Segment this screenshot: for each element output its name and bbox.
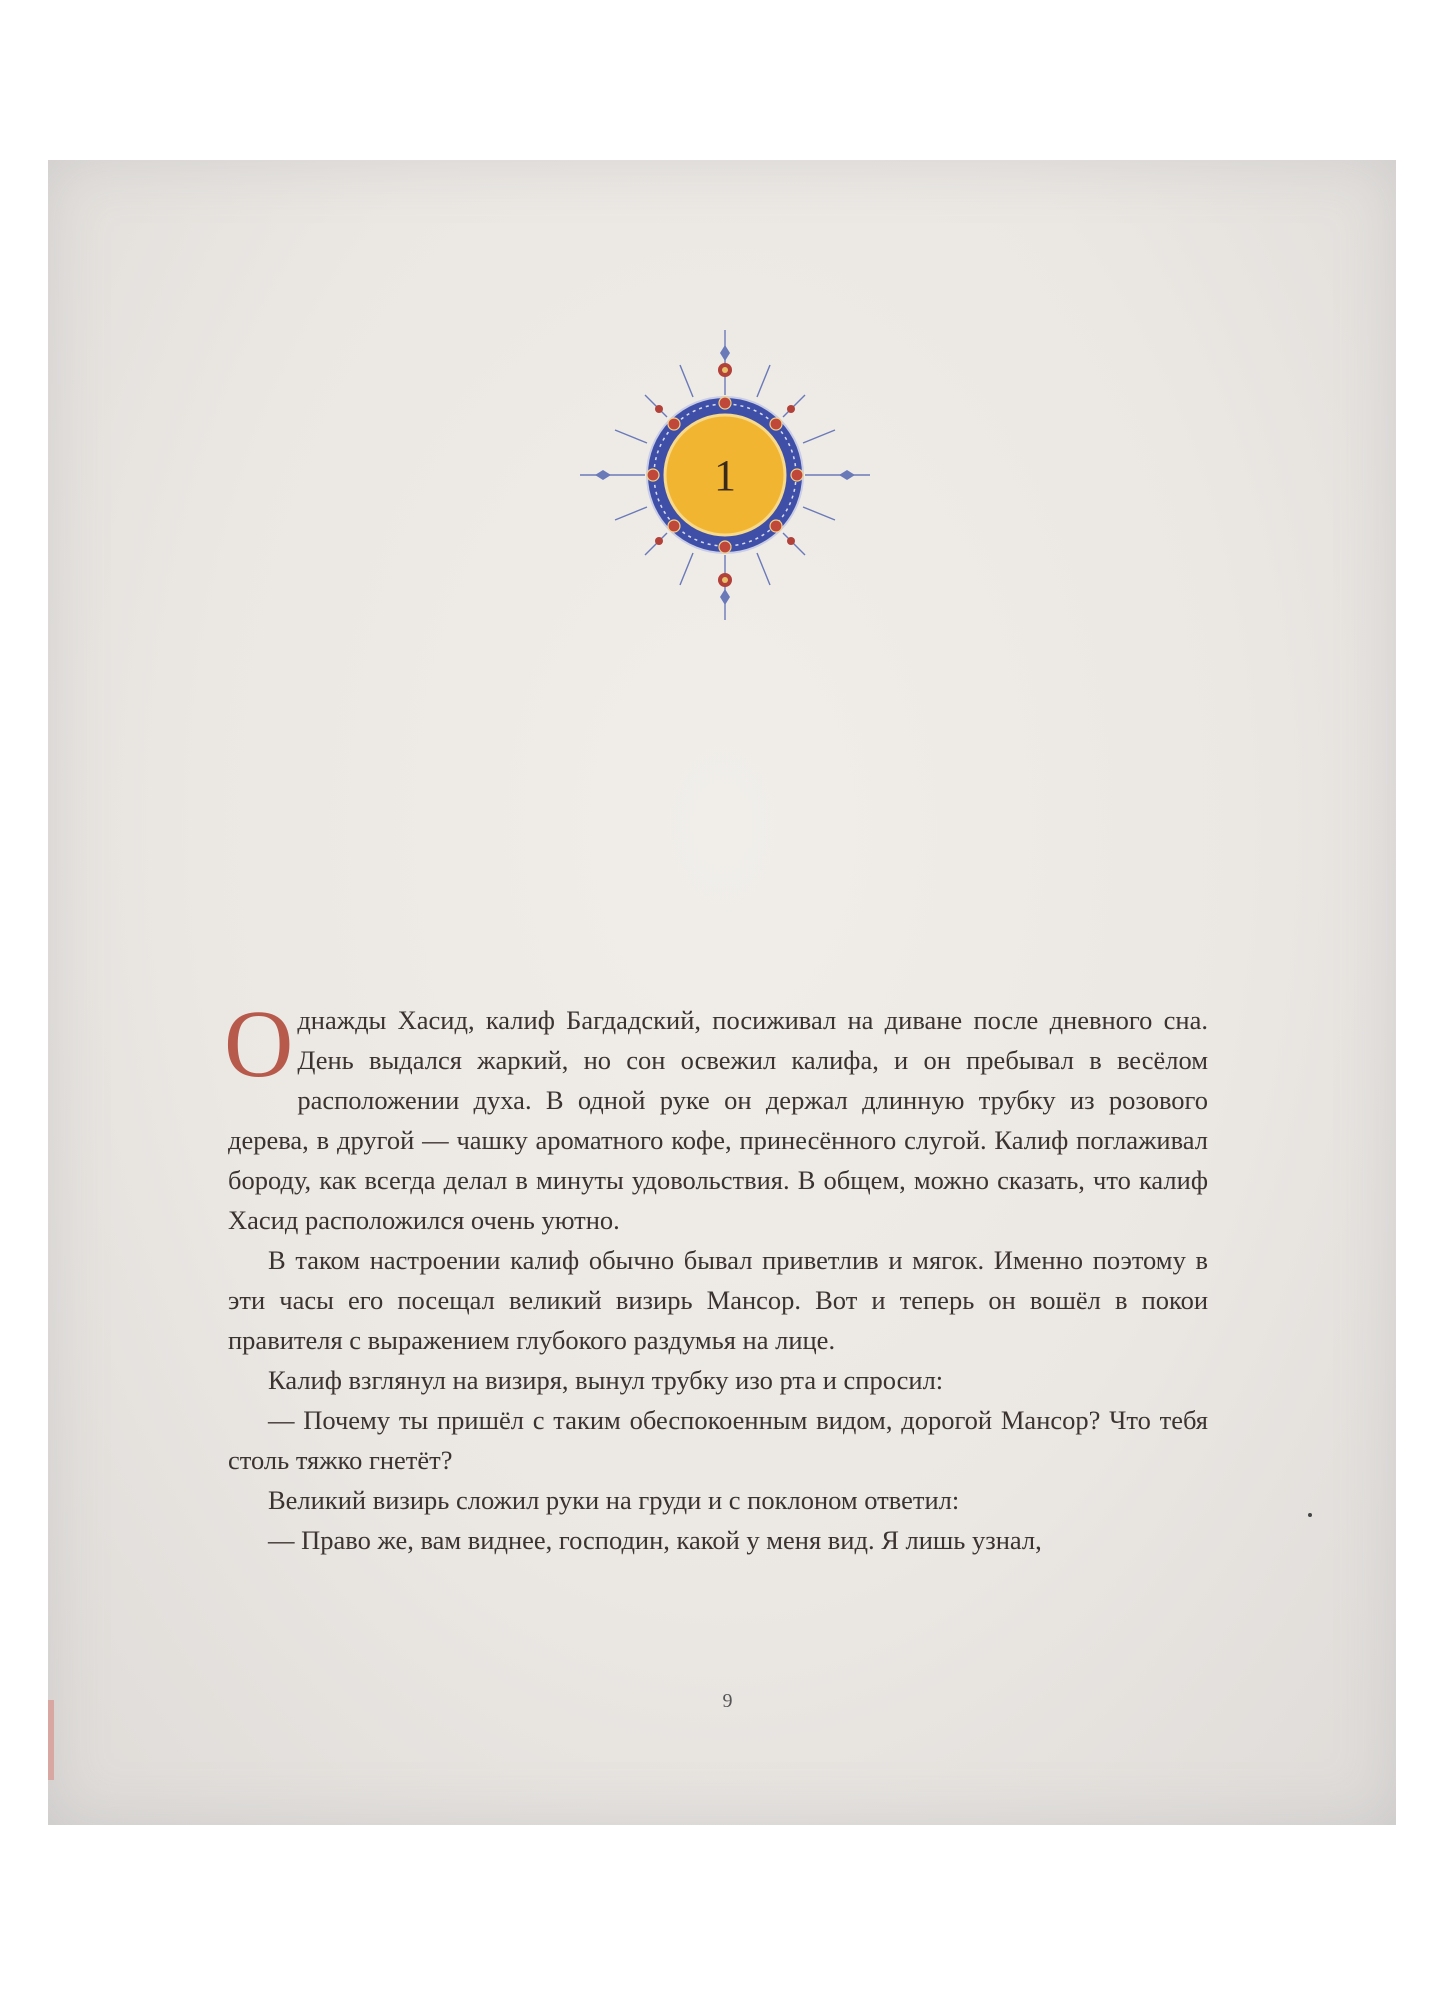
- paragraph-1-text: днажды Хасид, калиф Багдадский, посиживал на диване после дневного сна. День выдался жаркий, но сон освежил калифа, и он пребывал в весёлом расположении духа. В одной руке он держал длинную трубку из розового дерева, в другой — чашку ароматного кофе, принесённого слугой. Калиф поглаживал бороду, как всегда делал в минуты удовольствия. В общем, можно сказать, что калиф Хасид расположился очень уютно.: [228, 1005, 1208, 1235]
- drop-cap: О: [224, 990, 294, 1097]
- page-number: 9: [722, 1690, 733, 1712]
- chapter-medallion: [575, 325, 875, 625]
- paragraph-1: [224, 990, 1208, 1240]
- chapter-text: [224, 990, 1208, 1560]
- paragraph-5: Великий визирь сложил руки на груди и с поклоном ответил:: [268, 1485, 960, 1515]
- chapter-number: 1: [714, 450, 736, 500]
- paragraph-6: — Право же, вам виднее, господин, какой у меня вид. Я лишь узнал,: [268, 1525, 1042, 1555]
- paragraph-4: — Почему ты пришёл с таким обеспокоенным видом, дорогой Мансор? Что тебя столь тяжко гнетёт?: [228, 1405, 1208, 1475]
- paper-speck: [1308, 1513, 1312, 1517]
- paragraph-3: Калиф взглянул на визиря, вынул трубку изо рта и спросил:: [268, 1365, 944, 1395]
- paragraph-2: В таком настроении калиф обычно бывал приветлив и мягок. Именно поэтому в эти часы его посещал великий визирь Мансор. Вот и теперь он вошёл в покои правителя с выражением глубокого раздумья на лице.: [228, 1245, 1208, 1355]
